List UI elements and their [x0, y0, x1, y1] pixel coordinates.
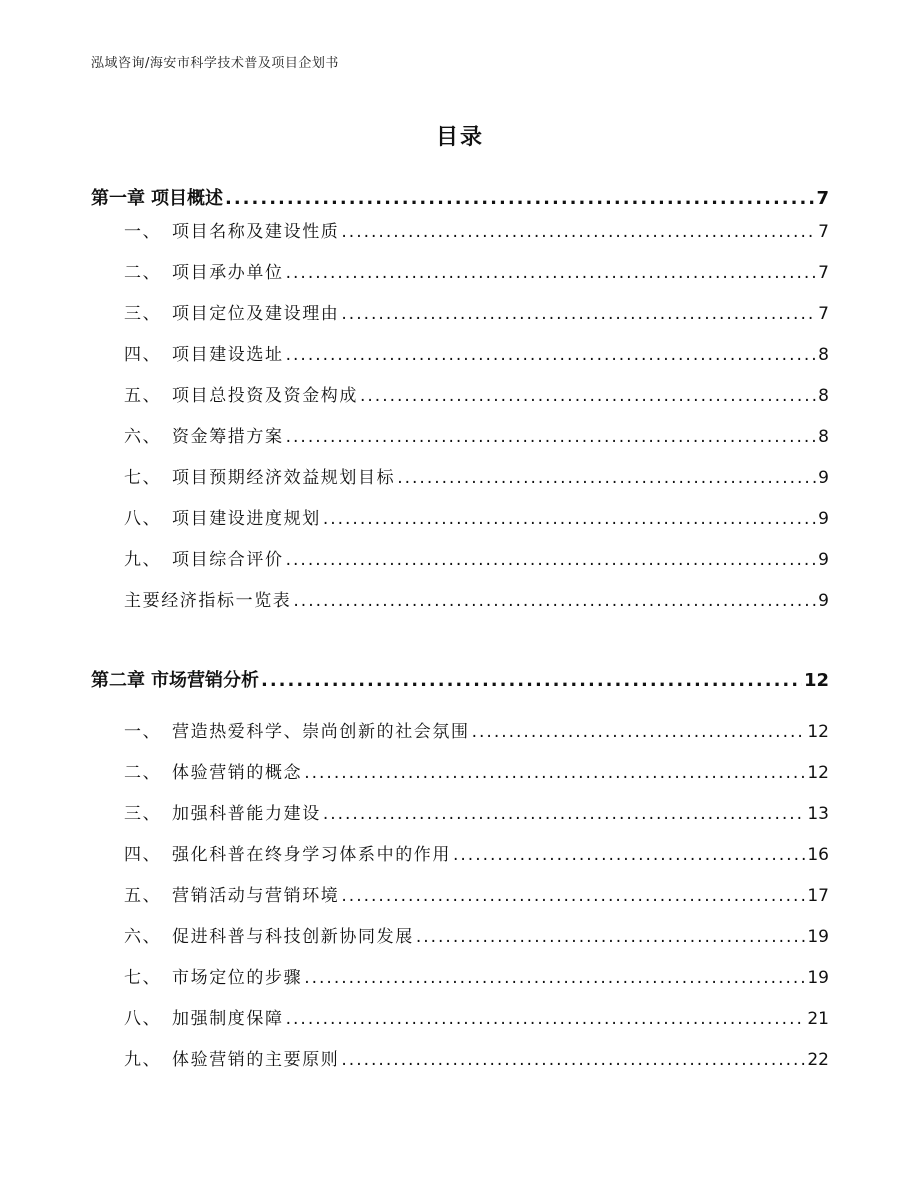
toc-section-title: 体验营销的概念 — [172, 763, 303, 783]
toc-page-number: 22 — [807, 1050, 829, 1070]
toc-dot-leader — [286, 1009, 806, 1029]
toc-chapter-number: 第二章 — [91, 670, 145, 691]
toc-section-entry[interactable] — [124, 1004, 829, 1029]
toc-dot-leader — [304, 763, 805, 783]
toc-section-entry[interactable] — [124, 217, 829, 242]
toc-section-entry[interactable] — [124, 545, 829, 570]
toc-dot-leader — [472, 722, 806, 742]
running-header: 泓域咨询/海安市科学技术普及项目企划书 — [91, 56, 339, 71]
toc-dot-leader — [304, 968, 805, 988]
toc-dot-leader — [453, 845, 805, 865]
toc-dot-leader — [341, 222, 816, 242]
toc-page-number: 7 — [818, 304, 829, 324]
toc-page-number: 7 — [818, 263, 829, 283]
toc-dot-leader — [261, 670, 802, 691]
toc-chapter-entry[interactable] — [91, 666, 829, 692]
toc-dot-leader — [286, 345, 817, 365]
toc-section-entry[interactable] — [124, 1045, 829, 1070]
toc-section-entry[interactable] — [124, 758, 829, 783]
toc-page-number: 9 — [818, 550, 829, 570]
toc-dot-leader — [286, 263, 817, 283]
toc-dot-leader — [323, 804, 806, 824]
toc-page-number: 9 — [818, 509, 829, 529]
toc-section-title: 促进科普与科技创新协同发展 — [172, 927, 414, 947]
toc-section-entry[interactable] — [124, 463, 829, 488]
toc-section-number: 八、 — [124, 509, 162, 529]
toc-section-title: 项目名称及建设性质 — [172, 222, 340, 242]
toc-section-number: 七、 — [124, 468, 162, 488]
toc-chapter-title: 市场营销分析 — [151, 670, 259, 691]
toc-dot-leader — [341, 886, 805, 906]
toc-section-number: 六、 — [124, 427, 162, 447]
toc-chapter-title: 项目概述 — [151, 188, 223, 209]
toc-page-number: 13 — [807, 804, 829, 824]
toc-dot-leader — [397, 468, 816, 488]
toc-dot-leader — [293, 591, 816, 611]
toc-page-number: 16 — [807, 845, 829, 865]
toc-page-number: 19 — [807, 927, 829, 947]
toc-section-number: 二、 — [124, 263, 162, 283]
toc-dot-leader — [286, 550, 817, 570]
toc-section-entry[interactable] — [124, 422, 829, 447]
toc-section-number: 三、 — [124, 304, 162, 324]
toc-section-number: 九、 — [124, 550, 162, 570]
toc-section-title: 体验营销的主要原则 — [172, 1050, 340, 1070]
toc-section-number: 五、 — [124, 386, 162, 406]
toc-section-title: 项目总投资及资金构成 — [172, 386, 358, 406]
toc-section-title: 加强科普能力建设 — [172, 804, 321, 824]
toc-section-entry[interactable] — [124, 586, 829, 611]
toc-section-entry[interactable] — [124, 922, 829, 947]
toc-page-number: 12 — [807, 722, 829, 742]
toc-section-entry[interactable] — [124, 963, 829, 988]
toc-section-title: 项目综合评价 — [172, 550, 284, 570]
toc-page-number: 21 — [807, 1009, 829, 1029]
toc-dot-leader — [225, 188, 814, 209]
toc-section-number: 三、 — [124, 804, 162, 824]
toc-section-number: 九、 — [124, 1050, 162, 1070]
toc-page-number: 9 — [818, 468, 829, 488]
toc-section-entry[interactable] — [124, 340, 829, 365]
toc-section-entry[interactable] — [124, 840, 829, 865]
toc-section-title: 主要经济指标一览表 — [124, 591, 292, 611]
toc-section-entry[interactable] — [124, 381, 829, 406]
toc-section-number: 一、 — [124, 722, 162, 742]
toc-section-title: 项目建设选址 — [172, 345, 284, 365]
toc-section-entry[interactable] — [124, 799, 829, 824]
toc-section-title: 资金筹措方案 — [172, 427, 284, 447]
toc-page-number: 8 — [818, 427, 829, 447]
toc-page-number: 7 — [816, 188, 829, 209]
toc-dot-leader — [341, 1050, 805, 1070]
toc-section-number: 八、 — [124, 1009, 162, 1029]
toc-section-title: 项目承办单位 — [172, 263, 284, 283]
toc-section-number: 四、 — [124, 345, 162, 365]
toc-section-number: 二、 — [124, 763, 162, 783]
toc-dot-leader — [286, 427, 817, 447]
toc-section-number: 五、 — [124, 886, 162, 906]
toc-chapter-entry[interactable] — [91, 184, 829, 210]
toc-section-number: 六、 — [124, 927, 162, 947]
toc-section-title: 市场定位的步骤 — [172, 968, 303, 988]
toc-page-number: 8 — [818, 386, 829, 406]
toc-section-number: 七、 — [124, 968, 162, 988]
toc-page-number: 17 — [807, 886, 829, 906]
toc-section-title: 营销活动与营销环境 — [172, 886, 340, 906]
toc-section-entry[interactable] — [124, 717, 829, 742]
toc-page-number: 7 — [818, 222, 829, 242]
toc-page-number: 12 — [807, 763, 829, 783]
toc-dot-leader — [341, 304, 816, 324]
toc-section-title: 营造热爱科学、崇尚创新的社会氛围 — [172, 722, 470, 742]
toc-section-entry[interactable] — [124, 258, 829, 283]
toc-section-title: 项目建设进度规划 — [172, 509, 321, 529]
toc-dot-leader — [323, 509, 816, 529]
toc-page-number: 12 — [803, 670, 829, 691]
toc-section-entry[interactable] — [124, 881, 829, 906]
toc-page-number: 19 — [807, 968, 829, 988]
toc-page-number: 8 — [818, 345, 829, 365]
toc-section-title: 加强制度保障 — [172, 1009, 284, 1029]
page-title: 目录 — [435, 125, 484, 150]
toc-dot-leader — [360, 386, 816, 406]
toc-section-title: 项目定位及建设理由 — [172, 304, 340, 324]
toc-dot-leader — [416, 927, 806, 947]
toc-page-number: 9 — [818, 591, 829, 611]
toc-section-title: 项目预期经济效益规划目标 — [172, 468, 396, 488]
toc-section-title: 强化科普在终身学习体系中的作用 — [172, 845, 451, 865]
toc-section-entry[interactable] — [124, 504, 829, 529]
toc-chapter-number: 第一章 — [91, 188, 145, 209]
toc-section-entry[interactable] — [124, 299, 829, 324]
toc-section-number: 一、 — [124, 222, 162, 242]
toc-section-number: 四、 — [124, 845, 162, 865]
